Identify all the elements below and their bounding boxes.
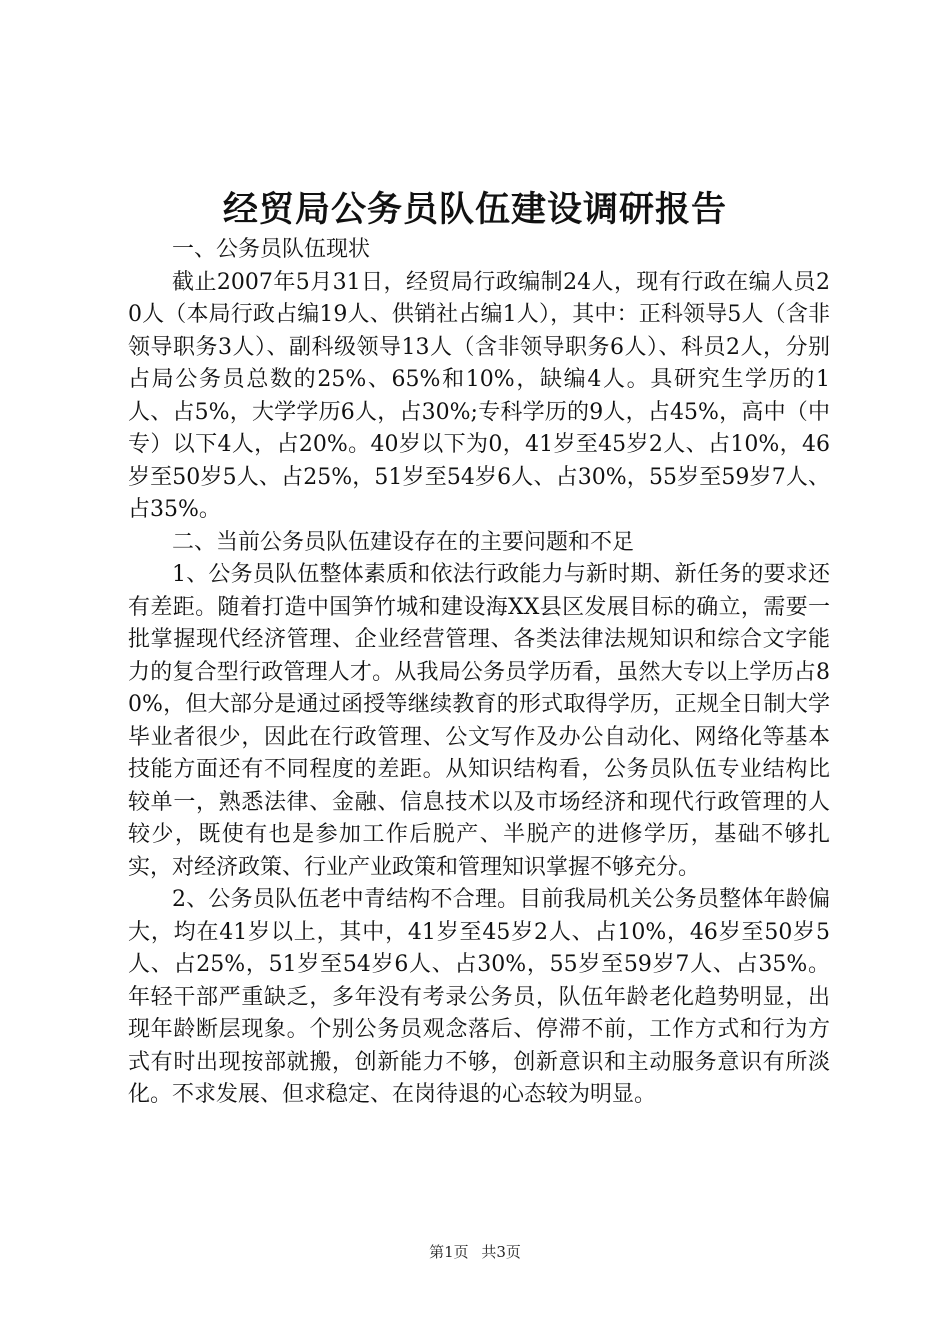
paragraph-problem-1: 1、公务员队伍整体素质和依法行政能力与新时期、新任务的要求还有差距。随着打造中国笋竹城和建设海XX县区发展目标的确立，需要一批掌握现代经济管理、企业经营管理、各类法律法规知识和综合文字能力的复合型行政管理人才。从我局公务员学历看，虽然大专以上学历占80%，但大部分是通过函授等继续教育的形式取得学历，正规全日制大学毕业者很少，因此在行政管理、公文写作及办公自动化、网络化等基本技能方面还有不同程度的差距。从知识结构看，公务员队伍专业结构比较单一，熟悉法律、金融、信息技术以及市场经济和现代行政管理的人较少，既使有也是参加工作后脱产、半脱产的进修学历，基础不够扎实，对经济政策、行业产业政策和管理知识掌握不够充分。 — [128, 562, 830, 880]
document-body — [128, 234, 830, 1112]
section-heading-status: 一、公务员队伍现状 — [172, 237, 371, 262]
paragraph-problem-2: 2、公务员队伍老中青结构不合理。目前我局机关公务员整体年龄偏大，均在41岁以上，其中，41岁至45岁2人、占10%，46岁至50岁5人、占25%，51岁至54岁6人、占30%，55岁至59岁7人、占35%。年轻干部严重缺乏，多年没有考录公务员，队伍年龄老化趋势明显，出现年龄断层现象。个别公务员观念落后、停滞不前，工作方式和行为方式有时出现按部就搬，创新能力不够，创新意识和主动服务意识有所淡化。不求发展、但求稳定、在岗待退的心态较为明显。 — [128, 887, 830, 1107]
page-number: 第1页 — [429, 1243, 469, 1261]
section-heading-problems: 二、当前公务员队伍建设存在的主要问题和不足 — [172, 529, 635, 555]
page-footer — [0, 1242, 950, 1262]
paragraph-status: 截止2007年5月31日，经贸局行政编制24人，现有行政在编人员20人（本局行政占编19人、供销社占编1人），其中：正科领导5人（含非领导职务3人）、副科级领导13人（含非领导职务6人）、科员2人，分别占局公务员总数的25%、65%和10%，缺编4人。具研究生学历的1人、占5%，大学学历6人，占30%;专科学历的9人，占45%，高中（中专）以下4人，占20%。40岁以下为0，41岁至45岁2人、占10%，46岁至50岁5人、占25%，51岁至54岁6人、占30%，55岁至59岁7人、占35%。 — [128, 269, 830, 522]
page-total: 共3页 — [481, 1243, 521, 1261]
document-title: 经贸局公务员队伍建设调研报告 — [222, 189, 727, 230]
